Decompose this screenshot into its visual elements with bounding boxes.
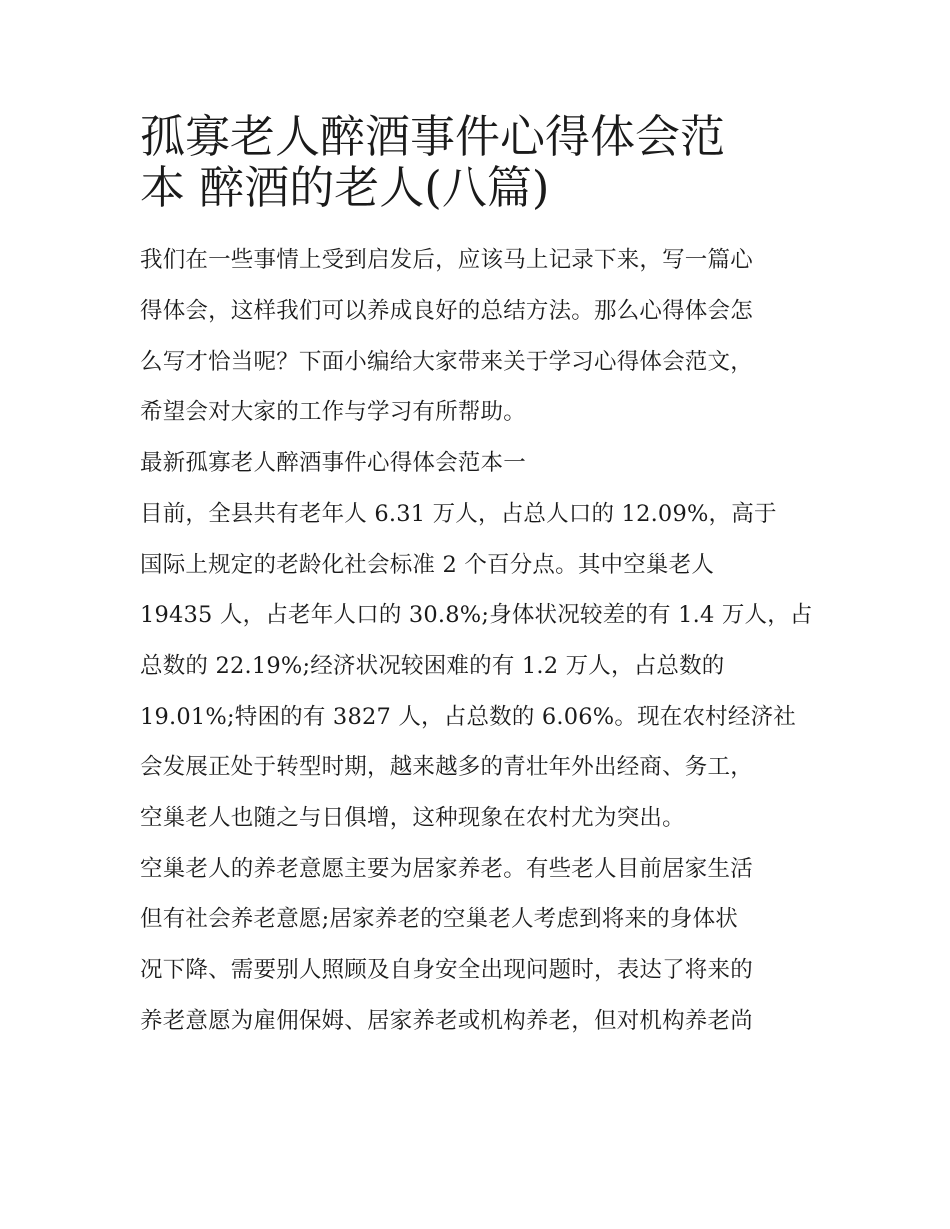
- text-line: 目前，全县共有老年人 6.31 万人，占总人口的 12.09%，高于: [140, 500, 777, 527]
- intro-paragraph: [140, 235, 812, 438]
- text-line: 空巢老人的养老意愿主要为居家养老。有些老人目前居家生活: [140, 855, 753, 882]
- text-line: 国际上规定的老龄化社会标准 2 个百分点。其中空巢老人: [140, 551, 715, 578]
- text-line: 会发展正处于转型时期，越来越多的青壮年外出经商、务工，: [140, 754, 753, 781]
- statistics-paragraph: [140, 489, 812, 844]
- document-body: [140, 235, 812, 1046]
- text-line: 得体会，这样我们可以养成良好的总结方法。那么心得体会怎: [140, 298, 753, 325]
- section-heading: [140, 438, 812, 489]
- title-line: 本 醉酒的老人(八篇): [140, 160, 550, 214]
- text-line: 么写才恰当呢？下面小编给大家带来关于学习心得体会范文，: [140, 348, 753, 375]
- text-line: 总数的 22.19%;经济状况较困难的有 1.2 万人，占总数的: [140, 652, 725, 679]
- document-title: [140, 112, 812, 213]
- text-line: 空巢老人也随之与日俱增，这种现象在农村尤为突出。: [140, 804, 685, 831]
- text-line: 况下降、需要别人照顾及自身安全出现问题时，表达了将来的: [140, 957, 753, 983]
- text-line: 19435 人，占老年人口的 30.8%;身体状况较差的有 1.4 万人，占: [140, 602, 813, 629]
- text-line: 希望会对大家的工作与学习有所帮助。: [140, 399, 526, 426]
- text-line: 我们在一些事情上受到启发后，应该马上记录下来，写一篇心: [140, 247, 753, 274]
- document-page: [140, 112, 812, 1046]
- title-line: 孤寡老人醉酒事件心得体会范: [140, 110, 726, 163]
- text-line: 最新孤寡老人醉酒事件心得体会范本一: [140, 450, 526, 477]
- text-line: 19.01%;特困的有 3827 人，占总数的 6.06%。现在农村经济社: [140, 703, 796, 730]
- pension-paragraph: [140, 844, 812, 1047]
- text-line: 养老意愿为雇佣保姆、居家养老或机构养老，但对机构养老尚: [140, 1007, 753, 1034]
- text-line: 但有社会养老意愿;居家养老的空巢老人考虑到将来的身体状: [140, 906, 738, 933]
